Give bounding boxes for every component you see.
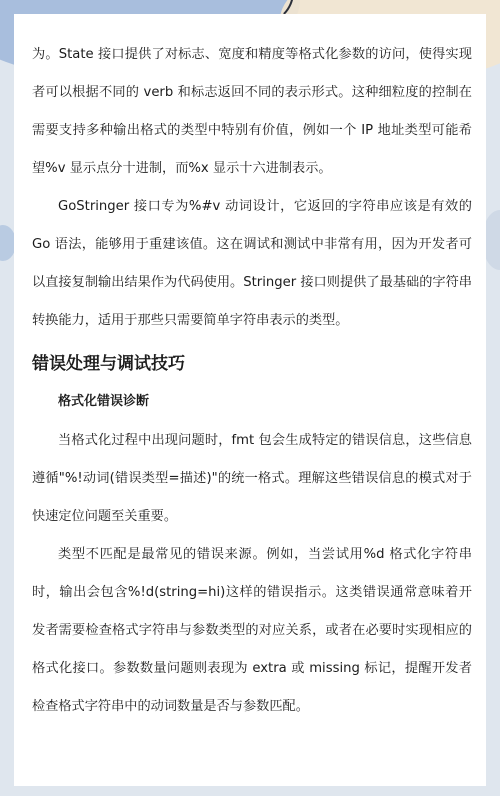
paragraph-type-mismatch: 类型不匹配是最常见的错误来源。例如，当尝试用%d 格式化字符串时，输出会包含%!d(string=hi)这样的错误指示。这类错误通常意味着开发者需要检查格式字符串与参数类型的对应关系，或者在必要时实现相应的格式化接口。参数数量问题则表现为 extra 或 missing 标记，提醒开发者检查格式字符串中的动词数量是否与参数匹配。 bbox=[32, 547, 472, 714]
subsection-heading: 格式化错误诊断 bbox=[58, 394, 150, 409]
paragraph-state-interface: 为。State 接口提供了对标志、宽度和精度等格式化参数的访问，使得实现者可以根据不同的 verb 和标志返回不同的表示形式。这种细粒度的控制在需要支持多种输出格式的类型中特别有价值，例如一个 IP 地址类型可能希望%v 显示点分十进制，而%x 显示十六进制表示。 bbox=[32, 47, 472, 176]
document-content bbox=[32, 14, 472, 726]
paragraph-gostringer: GoStringer 接口专为%#v 动词设计，它返回的字符串应该是有效的 Go 语法，能够用于重建该值。这在调试和测试中非常有用，因为开发者可以直接复制输出结果作为代码使用。Stringer 接口则提供了最基础的字符串转换能力，适用于那些只需要简单字符串表示的类型。 bbox=[32, 199, 472, 328]
paragraph-error-format: 当格式化过程中出现问题时，fmt 包会生成特定的错误信息，这些信息遵循"%!动词(错误类型=描述)"的统一格式。理解这些错误信息的模式对于快速定位问题至关重要。 bbox=[32, 433, 472, 524]
section-heading: 错误处理与调试技巧 bbox=[32, 354, 185, 374]
document-page bbox=[14, 14, 486, 786]
